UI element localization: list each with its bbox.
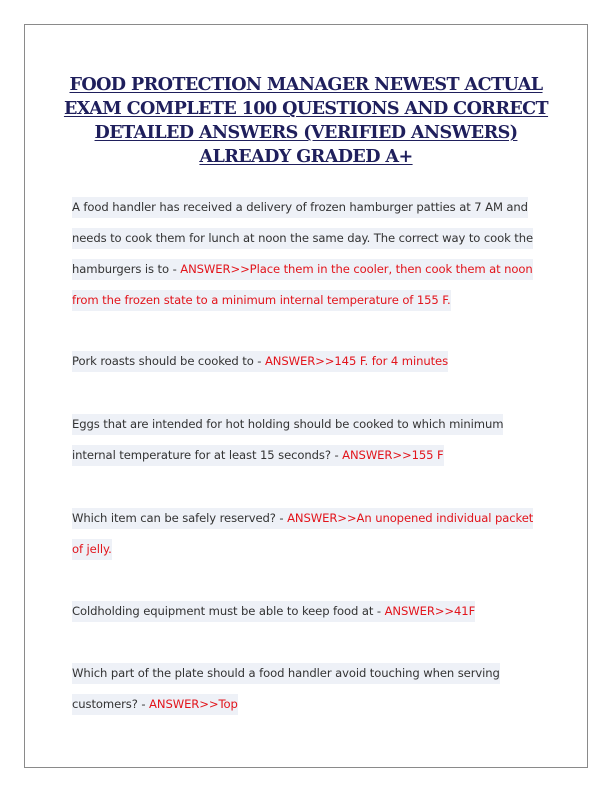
answer-text: ANSWER>>An unopened individual packet of jelly. — [72, 511, 534, 556]
qa-highlight — [72, 508, 533, 560]
answer-text: ANSWER>>41F — [384, 604, 476, 618]
question-text: Eggs that are intended for hot holding should be cooked to which minimum internal temperature for at least 15 seconds? - — [72, 417, 504, 462]
question-text: Which part of the plate should a food handler avoid touching when serving customers? - — [72, 666, 500, 711]
answer-text: ANSWER>>155 F — [342, 448, 444, 462]
question-text: Coldholding equipment must be able to keep food at - — [72, 604, 385, 618]
qa-item — [72, 658, 542, 720]
qa-highlight — [72, 663, 500, 715]
question-text: A food handler has received a delivery of frozen hamburger patties at 7 AM and needs to cook them for lunch at noon the same day. The correct way to cook the hamburgers is to - — [72, 200, 534, 276]
qa-item — [72, 409, 542, 471]
answer-text: ANSWER>>145 F. for 4 minutes — [264, 354, 449, 368]
qa-item — [72, 346, 542, 377]
qa-highlight — [72, 601, 475, 622]
qa-highlight — [72, 197, 533, 311]
qa-item — [72, 503, 542, 565]
document-title: FOOD PROTECTION MANAGER NEWEST ACTUAL EXAM COMPLETE 100 QUESTIONS AND CORRECT DETAILED ANSWERS (VERIFIED ANSWERS) ALREADY GRADED A+ — [63, 74, 549, 167]
qa-highlight — [72, 351, 448, 372]
qa-item — [72, 192, 542, 316]
question-text: Which item can be safely reserved? - — [72, 511, 288, 525]
qa-highlight — [72, 414, 503, 466]
answer-text: ANSWER>>Place them in the cooler, then cook them at noon from the frozen state to a minimum internal temperature of 155 F. — [72, 262, 533, 307]
question-text: Pork roasts should be cooked to - — [72, 354, 265, 368]
qa-item — [72, 596, 542, 627]
answer-text: ANSWER>>Top — [149, 697, 238, 711]
